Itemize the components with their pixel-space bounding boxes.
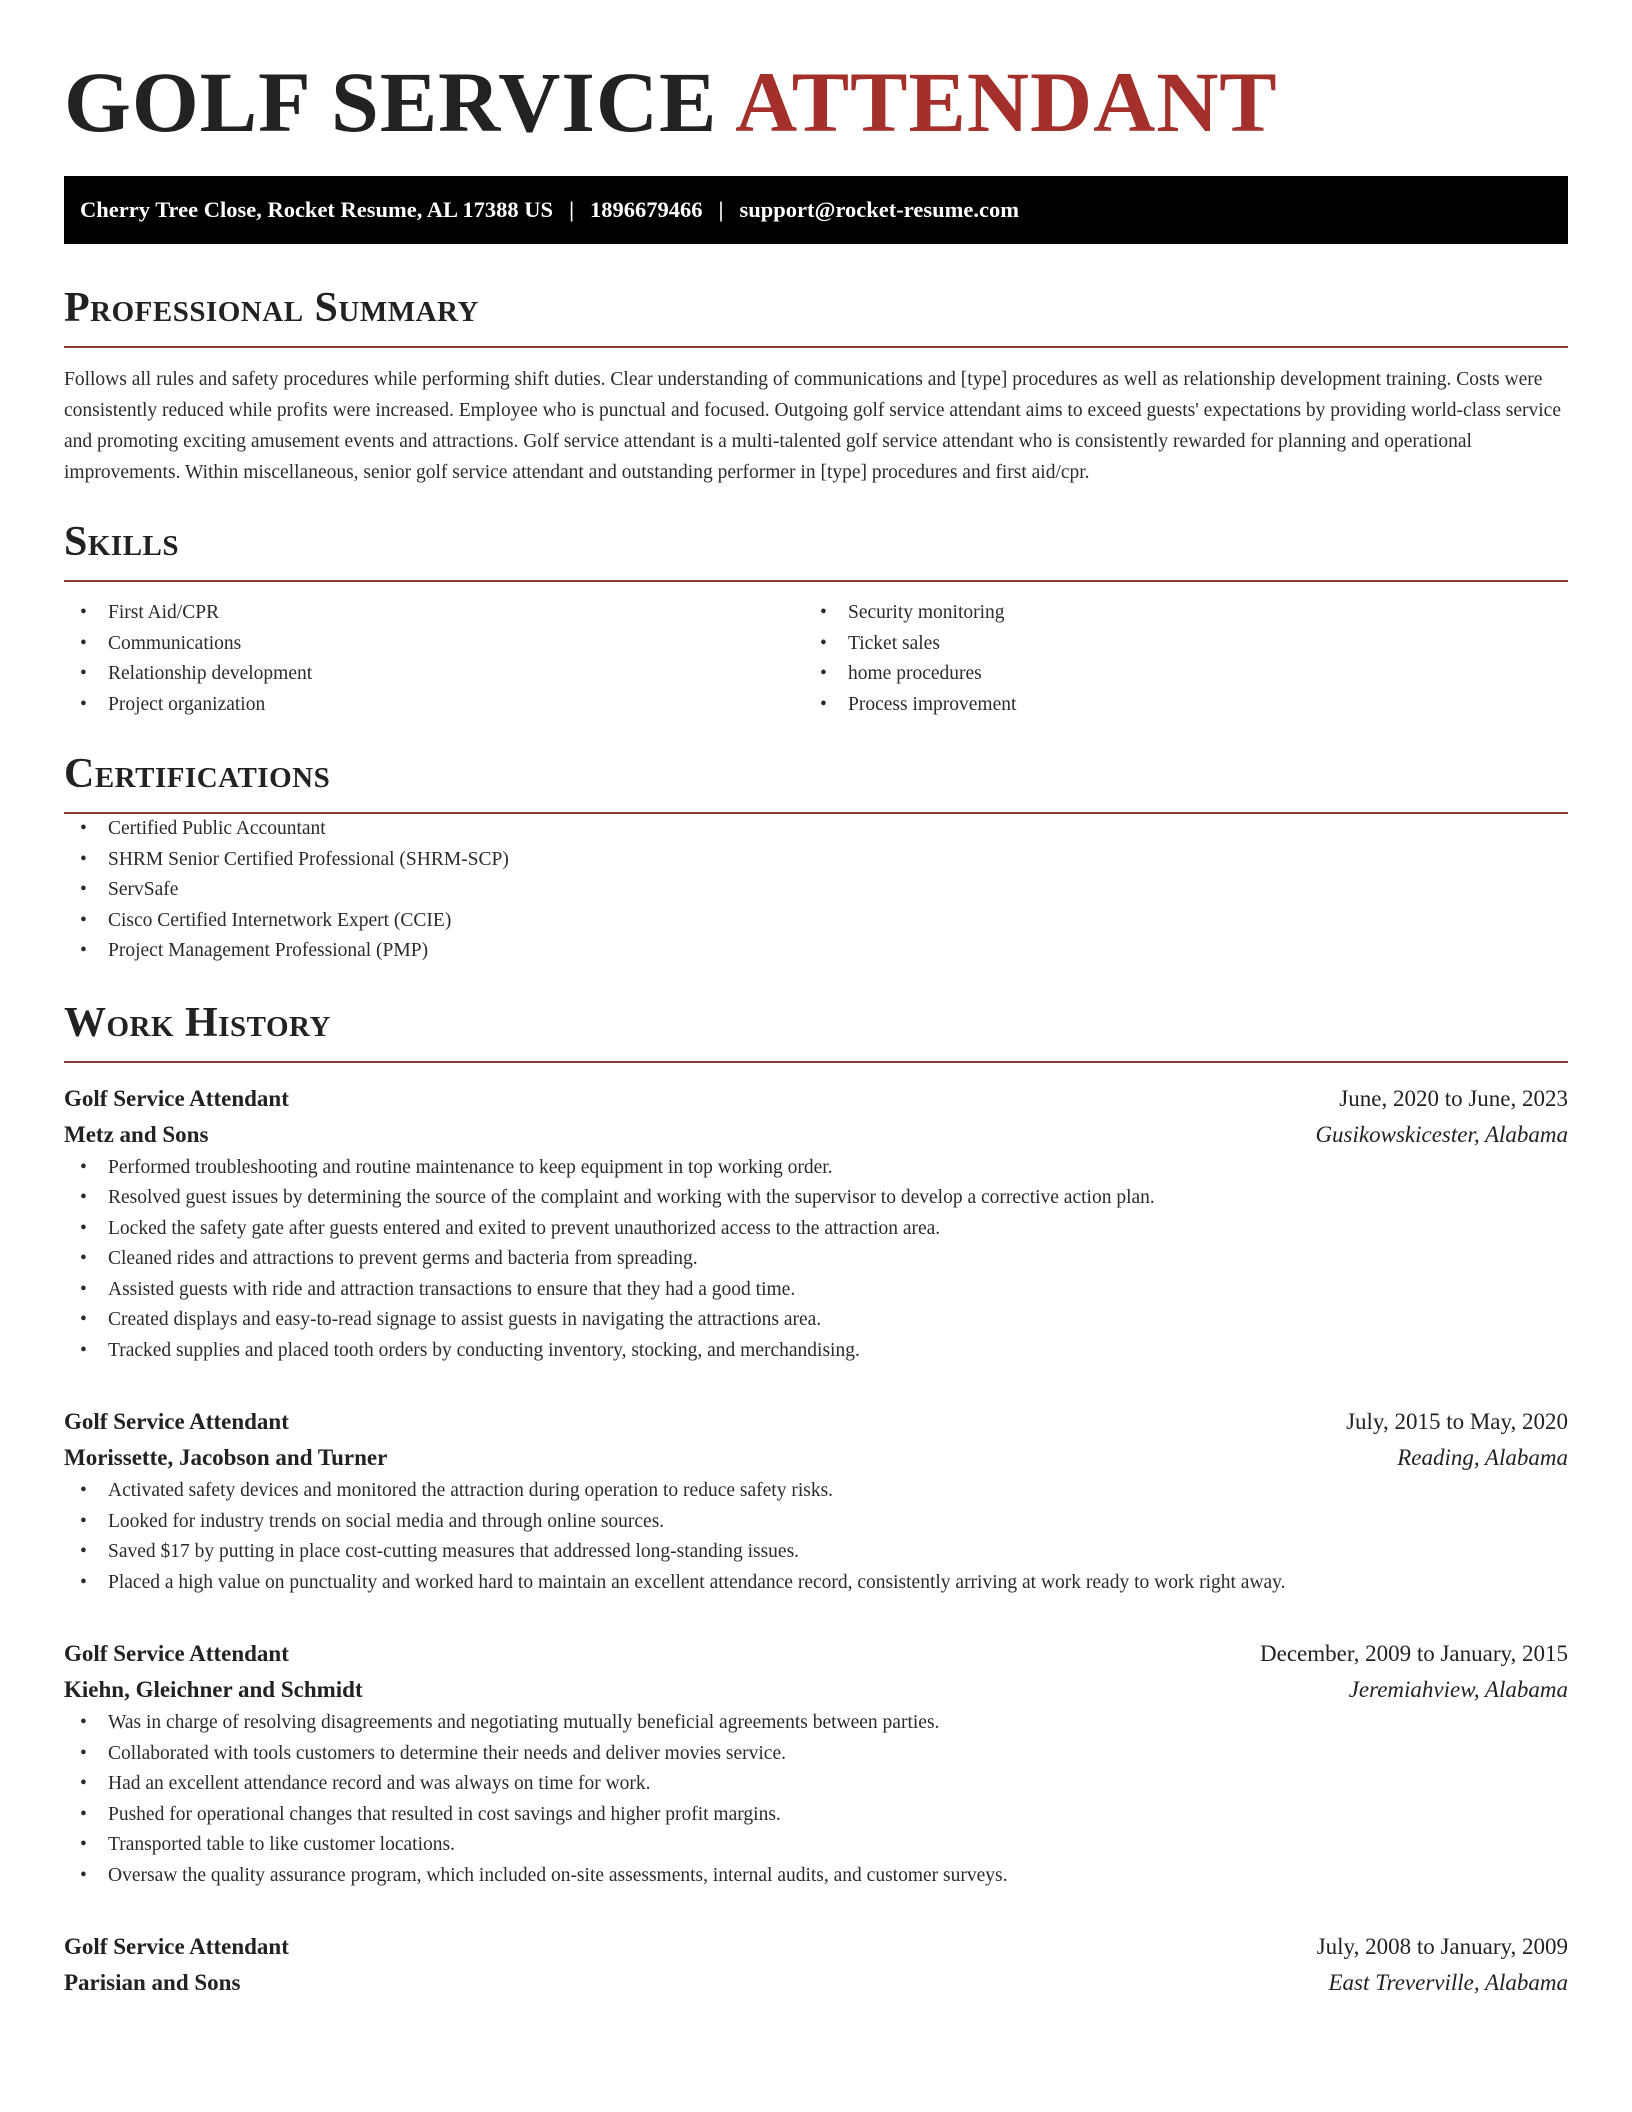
section-divider	[64, 346, 1568, 348]
skill-item: • home procedures	[804, 659, 1544, 690]
job-bullets	[64, 1476, 1568, 1598]
certification-item: • Cisco Certified Internetwork Expert (CCIE)	[64, 906, 1568, 937]
skill-item: • Project organization	[64, 690, 804, 721]
bullet-icon: •	[80, 693, 87, 715]
job-entry	[64, 1404, 1568, 1598]
certification-item: • ServSafe	[64, 875, 1568, 906]
summary-text: Follows all rules and safety procedures while performing shift duties. Clear understanding of communications and [type] procedures as well as relationship development training. Costs were consistently reduced while profits were increased. Employee who is punctual and focused. Outgoing golf service attendant aims to exceed guests' expectations by providing world-class service and promoting exciting amusement events and attractions. Golf service attendant is a multi-talented golf service attendant who is consistently rewarded for planning and operational improvements. Within miscellaneous, senior golf service attendant and outstanding performer in [type] procedures and first aid/cpr.	[64, 369, 1561, 483]
bullet-icon: •	[80, 1773, 87, 1794]
contact-separator: |	[718, 197, 724, 222]
job-location: Reading, Alabama	[1397, 1445, 1568, 1470]
job-location: Jeremiahview, Alabama	[1348, 1677, 1568, 1702]
job-dates: July, 2008 to January, 2009	[1316, 1934, 1568, 1959]
bullet-icon: •	[820, 693, 827, 715]
job-bullet-item: • Cleaned rides and attractions to prevent germs and bacteria from spreading.	[64, 1244, 1568, 1275]
bullet-icon: •	[80, 1187, 87, 1208]
bullet-icon: •	[80, 1248, 87, 1269]
skill-item: • Ticket sales	[804, 629, 1544, 660]
job-title: Golf Service Attendant	[64, 1934, 289, 1959]
certifications-section	[64, 750, 1568, 967]
contact-email: support@rocket-resume.com	[739, 197, 1019, 222]
job-bullets	[64, 1708, 1568, 1891]
job-company: Morissette, Jacobson and Turner	[64, 1445, 388, 1470]
bullet-icon: •	[80, 1864, 87, 1886]
bullet-icon: •	[80, 1712, 87, 1733]
skills-section	[64, 518, 1568, 720]
job-bullet-item: • Locked the safety gate after guests entered and exited to prevent unauthorized access to the attraction area.	[64, 1214, 1568, 1245]
certification-item: • SHRM Senior Certified Professional (SHRM-SCP)	[64, 845, 1568, 876]
bullet-icon: •	[80, 663, 87, 684]
bullet-icon: •	[80, 1803, 87, 1825]
certification-item: • Project Management Professional (PMP)	[64, 936, 1568, 967]
professional-summary-section	[64, 284, 1568, 488]
bullet-icon: •	[80, 879, 87, 900]
job-bullet-item: • Placed a high value on punctuality and worked hard to maintain an excellent attendance record, consistently arriving at work ready to work right away.	[64, 1568, 1568, 1599]
bullet-icon: •	[80, 1339, 87, 1361]
bullet-icon: •	[80, 1309, 87, 1330]
job-entry	[64, 1636, 1568, 1891]
name-first: GOLF SERVICE	[64, 54, 718, 150]
bullet-icon: •	[80, 1571, 87, 1593]
certification-item: • Certified Public Accountant	[64, 814, 1568, 845]
contact-separator: |	[569, 197, 575, 222]
bullet-icon: •	[80, 848, 87, 870]
bullet-icon: •	[80, 1480, 87, 1501]
skill-item: • Communications	[64, 629, 804, 660]
bullet-icon: •	[80, 1217, 87, 1239]
job-bullet-item: • Created displays and easy-to-read signage to assist guests in navigating the attractions area.	[64, 1305, 1568, 1336]
job-title: Golf Service Attendant	[64, 1085, 289, 1111]
skills-grid	[64, 598, 1568, 720]
bullet-icon: •	[820, 632, 827, 654]
job-company: Metz and Sons	[64, 1121, 209, 1147]
bullet-icon: •	[80, 1156, 87, 1178]
section-title-certifications: Certifications	[64, 751, 331, 797]
job-bullet-item: • Resolved guest issues by determining the source of the complaint and working with the supervisor to develop a corrective action plan.	[64, 1183, 1568, 1214]
job-dates: December, 2009 to January, 2015	[1260, 1641, 1568, 1666]
skill-item: • Security monitoring	[804, 598, 1544, 629]
skills-column-left	[64, 598, 804, 720]
job-title: Golf Service Attendant	[64, 1641, 289, 1666]
job-bullet-item: • Saved $17 by putting in place cost-cutting measures that addressed long-standing issues.	[64, 1537, 1568, 1568]
job-location: East Treverville, Alabama	[1328, 1970, 1568, 1995]
certifications-list	[64, 814, 1568, 967]
job-entry	[64, 1929, 1568, 2001]
job-location: Gusikowskicester, Alabama	[1315, 1121, 1568, 1147]
job-bullet-item: • Oversaw the quality assurance program, which included on-site assessments, internal audits, and customer surveys.	[64, 1861, 1568, 1892]
resume-page	[64, 52, 1568, 2001]
bullet-icon: •	[80, 1834, 87, 1855]
job-bullet-item: • Pushed for operational changes that resulted in cost savings and higher profit margins.	[64, 1800, 1568, 1831]
bullet-icon: •	[820, 602, 827, 623]
section-title-summary: Professional Summary	[64, 285, 479, 331]
bullet-icon: •	[80, 1278, 87, 1300]
skill-item: • First Aid/CPR	[64, 598, 804, 629]
skills-column-right	[804, 598, 1544, 720]
bullet-icon: •	[80, 1742, 87, 1764]
job-entry	[64, 1081, 1568, 1367]
bullet-icon: •	[80, 940, 87, 961]
job-bullet-item: • Assisted guests with ride and attraction transactions to ensure that they had a good time.	[64, 1275, 1568, 1306]
section-divider	[64, 580, 1568, 582]
contact-phone: 1896679466	[590, 197, 703, 222]
contact-bar	[64, 176, 1568, 244]
bullet-icon: •	[80, 909, 87, 931]
resume-name	[64, 52, 1568, 152]
bullet-icon: •	[80, 1541, 87, 1562]
section-title-skills: Skills	[64, 519, 180, 565]
bullet-icon: •	[80, 602, 87, 623]
job-title: Golf Service Attendant	[64, 1409, 289, 1434]
job-bullet-item: • Transported table to like customer locations.	[64, 1830, 1568, 1861]
job-bullet-item: • Looked for industry trends on social media and through online sources.	[64, 1507, 1568, 1538]
skill-item: • Process improvement	[804, 690, 1544, 721]
job-bullet-item: • Collaborated with tools customers to determine their needs and deliver movies service.	[64, 1739, 1568, 1770]
bullet-icon: •	[820, 663, 827, 684]
job-bullet-item: • Had an excellent attendance record and was always on time for work.	[64, 1769, 1568, 1800]
job-company: Kiehn, Gleichner and Schmidt	[64, 1677, 363, 1702]
job-bullet-item: • Activated safety devices and monitored the attraction during operation to reduce safety risks.	[64, 1476, 1568, 1507]
bullet-icon: •	[80, 1510, 87, 1532]
section-divider	[64, 1061, 1568, 1063]
bullet-icon: •	[80, 818, 87, 839]
job-bullet-item: • Performed troubleshooting and routine maintenance to keep equipment in top working order.	[64, 1153, 1568, 1184]
contact-address: Cherry Tree Close, Rocket Resume, AL 17388 US	[80, 197, 554, 222]
job-bullet-item: • Was in charge of resolving disagreements and negotiating mutually beneficial agreements between parties.	[64, 1708, 1568, 1739]
job-dates: June, 2020 to June, 2023	[1339, 1085, 1568, 1111]
skill-item: • Relationship development	[64, 659, 804, 690]
job-bullet-item: • Tracked supplies and placed tooth orders by conducting inventory, stocking, and merchandising.	[64, 1336, 1568, 1367]
bullet-icon: •	[80, 632, 87, 654]
work-history-section	[64, 999, 1568, 2002]
job-bullets	[64, 1153, 1568, 1367]
job-company: Parisian and Sons	[64, 1970, 241, 1995]
name-last: ATTENDANT	[735, 54, 1278, 150]
section-title-work-history: Work History	[64, 999, 331, 1046]
job-dates: July, 2015 to May, 2020	[1346, 1409, 1568, 1434]
